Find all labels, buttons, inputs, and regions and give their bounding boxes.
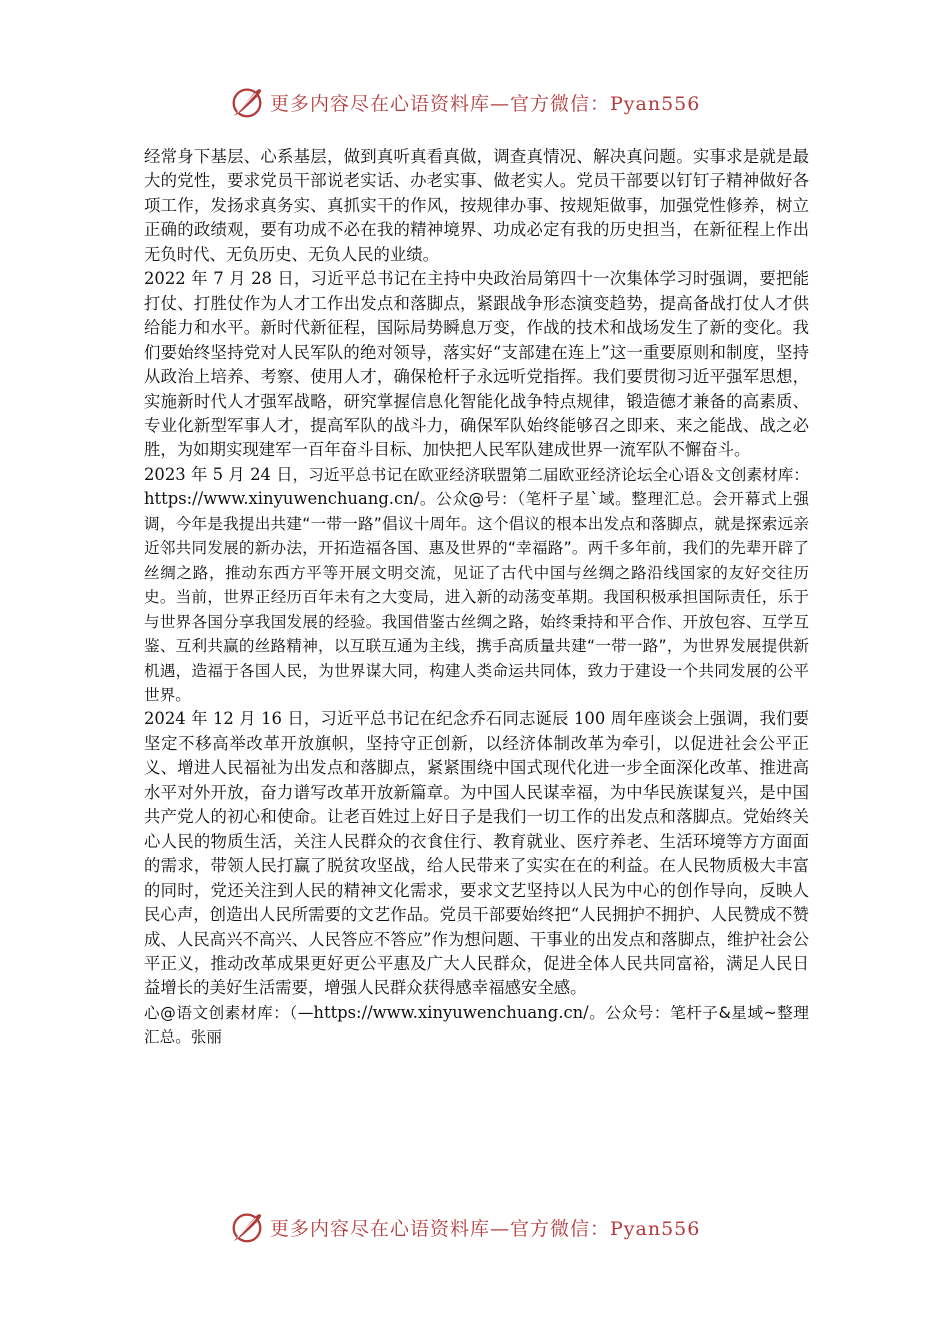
paragraph-5-url: https://www.xinyuwenchuang.cn/ (313, 1002, 589, 1022)
paragraph-2: 2022 年 7 月 28 日，习近平总书记在主持中央政治局第四十一次集体学习时强调，要把能打仗、打胜仗作为人才工作出发点和落脚点，紧跟战争形态演变趋势，提高备战打仗人才供给能力和水平。新时代新征程，国际局势瞬息万变，作战的技术和战场发生了新的变化。我们要始终坚持党对人民军队的绝对领导，落实好“支部建在连上”这一重要原则和制度，坚持从政治上培养、考察、使用人才，确保枪杆子永远听党指挥。我们要贯彻习近平强军思想，实施新时代人才强军战略，研究掌握信息化智能化战争特点规律，锻造德才兼备的高素质、专业化新型军事人才，提高军队的战斗力，确保军队始终能够召之即来、来之能战、战之必胜，为如期实现建军一百年奋斗目标、加快把人民军队建成世界一流军队不懈奋斗。 (144, 269, 809, 460)
paragraph-3-date: 2023 年 5 月 24 日 (144, 464, 293, 484)
paragraph-3 (144, 463, 809, 708)
banner-text: 更多内容尽在心语资料库—官方微信：Pyan556 (270, 92, 701, 115)
document-body (144, 145, 809, 1050)
quill-pen-logo-icon (228, 1208, 266, 1246)
paragraph-5-suffix: 。公众号：笔杆子&星域~整理汇总。张丽 (144, 1003, 810, 1047)
paragraph-5-prefix: 心@语文创素材库：（— (144, 1003, 314, 1022)
footer-banner (0, 1205, 950, 1249)
paragraph-3-url: https://www.xinyuwenchuang.cn/ (144, 489, 420, 509)
paragraph-1: 经常身下基层、心系基层，做到真听真看真做，调查真情况、解决真问题。实事求是就是最大的党性，要求党员干部说老实话、办老实事、做老实人。党员干部要以钉钉子精神做好各项工作，发扬求真务实、真抓实干的作风，按规律办事、按规矩做事，加强党性修养，树立正确的政绩观，要有功成不必在我的精神境界、功成必定有我的历史担当，在新征程上作出无负时代、无负历史、无负人民的业绩。 (144, 147, 809, 264)
quill-pen-logo-icon (228, 83, 266, 121)
paragraph-5 (144, 1001, 809, 1050)
header-banner (0, 80, 950, 124)
paragraph-3-intro: ，习近平总书记在欧亚经济联盟第二届欧亚经济论坛全心语＆文创素材库： (292, 465, 809, 484)
paragraph-4: 2024 年 12 月 16 日，习近平总书记在纪念乔石同志诞辰 100 周年座谈会上强调，我们要坚定不移高举改革开放旗帜，坚持守正创新，以经济体制改革为牵引，以促进社会公平正义、增进人民福祉为出发点和落脚点，紧紧围绕中国式现代化进一步全面深化改革、推进高水平对外开放，奋力谱写改革开放新篇章。为中国人民谋幸福，为中华民族谋复兴，是中国共产党人的初心和使命。让老百姓过上好日子是我们一切工作的出发点和落脚点。党始终关心人民的物质生活，关注人民群众的衣食住行、教育就业、医疗养老、生活环境等方方面面的需求，带领人民打赢了脱贫攻坚战，给人民带来了实实在在的利益。在人民物质极大丰富的同时，党还关注到人民的精神文化需求，要求文艺坚持以人民为中心的创作导向，反映人民心声，创造出人民所需要的文艺作品。党员干部要始终把“人民拥护不拥护、人民赞成不赞成、人民高兴不高兴、人民答应不答应”作为想问题、干事业的出发点和落脚点，维护社会公平正义，推动改革成果更好更公平惠及广大人民群众，促进全体人民共同富裕，满足人民日益增长的美好生活需要，增强人民群众获得感幸福感安全感。 (144, 709, 809, 998)
banner-text: 更多内容尽在心语资料库—官方微信：Pyan556 (270, 1217, 701, 1240)
paragraph-3-body: 。公众@号：（笔杆子星`域。整理汇总。会开幕式上强调，今年是我提出共建“一带一路”倡议十周年。这个倡议的根本出发点和落脚点，就是探索远亲近邻共同发展的新办法，开拓造福各国、惠及世界的“幸福路”。两千多年前，我们的先辈开辟了丝绸之路，推动东西方平等开展文明交流，见证了古代中国与丝绸之路沿线国家的友好交往历史。当前，世界正经历百年未有之大变局，进入新的动荡变革期。我国积极承担国际责任，乐于与世界各国分享我国发展的经验。我国借鉴古丝绸之路，始终秉持和平合作、开放包容、互学互鉴、互利共赢的丝路精神，以互联互通为主线，携手高质量共建“一带一路”，为世界发展提供新机遇，造福于各国人民，为世界谋大同，构建人类命运共同体，致力于建设一个共同发展的公平世界。 (144, 490, 809, 704)
